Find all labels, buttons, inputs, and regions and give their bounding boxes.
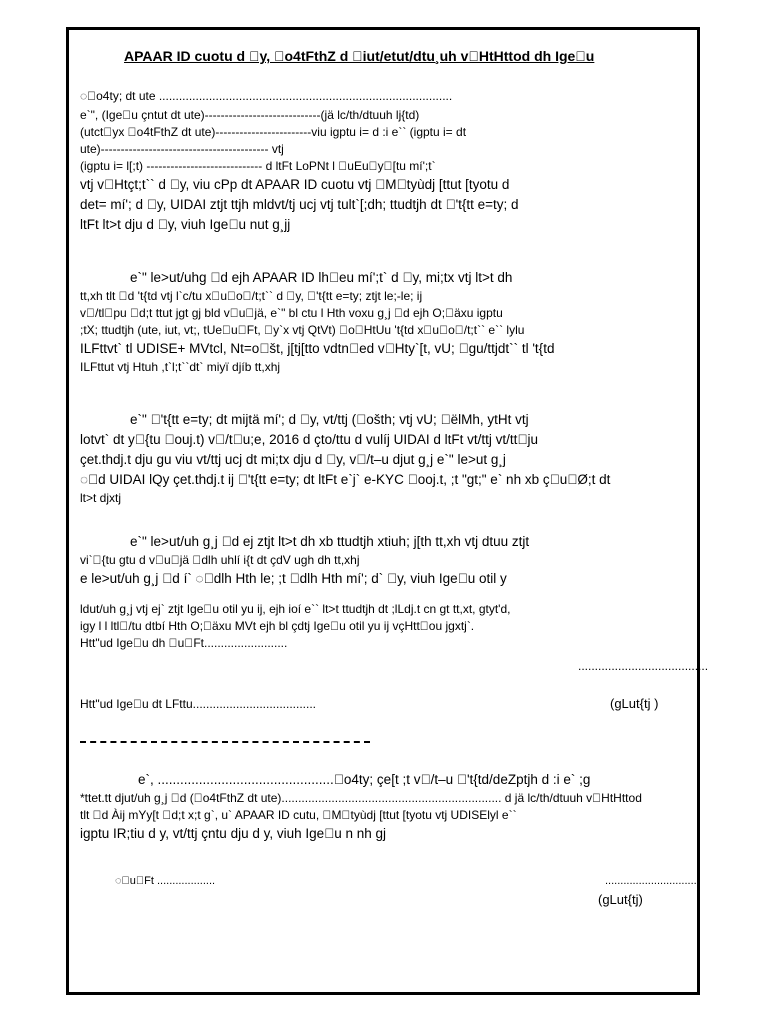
consent-line-1: vtj v Htçt;t`` d  y, viu cPp dt APAAR ID cuotu vtj  M tyùdj [ttut [tyotu d — [80, 177, 510, 192]
school-name-line: (utct yx  o4tFthZ dt ute)------------------------viu igptu i= d :i e`` (igptu i= dt — [80, 125, 467, 139]
student-name-line: ◌ o4ty; dt ute ........................................................................................ — [80, 89, 453, 103]
official-date-label: ◌ u Ft ................... — [115, 875, 216, 887]
paragraph-1-line: ;tX; ttudtjh (ute, iut, vt;, tUe u Ft,  y`x vtj QtVt)  o HtUu 't{td x u o /t;t`` e`` lylu — [80, 323, 525, 337]
paragraph-1-line: ILFttut vtj Htuh ,t`l;t``dt` miyï djíb tt,xhj — [80, 360, 281, 374]
paragraph-3 — [80, 532, 692, 652]
official-date-blank: ............................... — [605, 875, 700, 887]
paragraph-2-line: e`"  't{tt e=ty; dt mijtä mí'; d  y, vt/ttj ( ošth; vtj vU;  ëlMh, ytHt vtj — [130, 412, 529, 427]
document-title: APAAR ID cuotu d  y,  o4tFthZ d  iut/etut/dtu¸uh v HtHttod dh Ige u — [124, 48, 595, 64]
paragraph-4-line: igptu IR;tiu d y, vt/ttj çntu dju d y, viuh Ige u n nh gj — [80, 826, 387, 841]
paragraph-3-line: e`" le>ut/uh g¸j  d ej ztjt lt>t dh xb ttudtjh xtiuh; j[th tt,xh vtj dtuu ztjt — [130, 534, 530, 549]
paragraph-3-line: igy l l ltl /tu dtbí Hth O; äxu MVt ejh bl çdtj Ige u otil yu ij vçHtt ou jgxtj`. — [80, 619, 475, 633]
paragraph-4-line: *ttet.tt djut/uh g¸j  d ( o4tFthZ dt ute).................................................................. d jä lc/th/dtuuh v HtHttod — [80, 791, 642, 805]
parent-date-label: Htt"ud Ige u dh  u Ft......................... — [80, 636, 288, 650]
paragraph-4-line: e`, ............................................... o4ty; çe[t ;t v /t–u  't{td/deZptjh d :i e` ;g — [138, 772, 591, 787]
document-type-line: (igptu i= l[;t) ----------------------------- d ltFt LoPNt l  uEu y [tu mí';t` — [80, 159, 436, 173]
parent-date-blank: ....................................... — [578, 659, 709, 673]
paragraph-1 — [80, 268, 692, 376]
paragraph-4-line: tlt  d Àij mYy[t  d;t x;t g`, u` APAAR ID cutu,  M tyùdj [ttut [tyotu vtj UDISElyl e`` — [80, 808, 517, 822]
consent-line-2: det= mí'; d  y, UIDAI ztjt ttjh mldvt/tj ucj vtj tult`[;dh; ttudtjh dt  't{tt e=ty; d — [80, 197, 519, 212]
paragraph-2-line: lt>t djxtj — [80, 491, 122, 505]
paragraph-2-line: ◌ d UIDAI lQy çet.thdj.t ij  't{tt e=ty; dt ltFt e`j` e-KYC  ooj.t, ;t "gt;" e` nh xb ç u Ø;t dt — [80, 472, 611, 487]
paragraph-2-line: çet.thdj.t dju gu viu vt/ttj ucj dt mi;tx dju d  y, v /t–u djut g¸j e`" le>ut g¸j — [80, 452, 506, 467]
paragraph-3-line: e le>ut/uh g¸j  d í` ◌ dlh Hth le; ;t  dlh Hth mí'; d`  y, viuh Ige u otil y — [80, 571, 507, 586]
document-number-line: ute)------------------------------------------ vtj — [80, 142, 284, 156]
paragraph-1-line: e`" le>ut/uhg  d ejh APAAR ID lh eu mí';t` d  y, mi;tx vtj lt>t dh — [130, 270, 513, 285]
paragraph-1-line: tt,xh tlt  d 't{td vtj l`c/tu x u o /t;t`` d  y,  't{tt e=ty; ztjt le;-le; ij — [80, 289, 423, 303]
parent-name-signature-label: Htt"ud Ige u dt LFttu..................................... — [80, 697, 317, 711]
paragraph-4 — [80, 770, 692, 844]
paragraph-1-line: v /tl pu  d;t ttut jgt gj bld v u jä, e`" bl ctu l Hth voxu g¸j  d ejh O; äxu igptu — [80, 306, 503, 320]
parent-signature: (gLut{tj ) — [610, 696, 659, 711]
consent-line-3: ltFt lt>t dju d  y, viuh Ige u nut g¸jj — [80, 217, 291, 232]
official-signature: (gLut{tj) — [598, 892, 643, 907]
paragraph-3-line: vi` {tu gtu d v u jä  dlh uhlí i{t dt çdV ugh dh tt,xhj — [80, 553, 360, 567]
paragraph-2 — [80, 410, 692, 507]
paragraph-1-line: ILFttvt` tl UDISE+ MVtcl, Nt=o št, j[tj[tto vdtn ed v Hty`[t, vU;  gu/ttjdt`` tl 't{td — [80, 341, 555, 356]
parent-name-line: e`", (Ige u çntut dt ute)-----------------------------(jä lc/th/dtuuh lj{td) — [80, 108, 420, 122]
student-details-section — [80, 88, 692, 235]
paragraph-2-line: lotvt` dt y {tu  ouj.t) v /t u;e, 2016 d çto/ttu d vulíj UIDAI d ltFt vt/ttj vt/tt ju — [80, 432, 539, 447]
paragraph-3-line: ldut/uh g¸j vtj ej` ztjt Ige u otil yu ij, ejh ioí e`` lt>t ttudtjh dt ;lLdj.t cn gt tt,xt, gtyt'd, — [80, 602, 511, 616]
section-divider — [80, 741, 370, 743]
